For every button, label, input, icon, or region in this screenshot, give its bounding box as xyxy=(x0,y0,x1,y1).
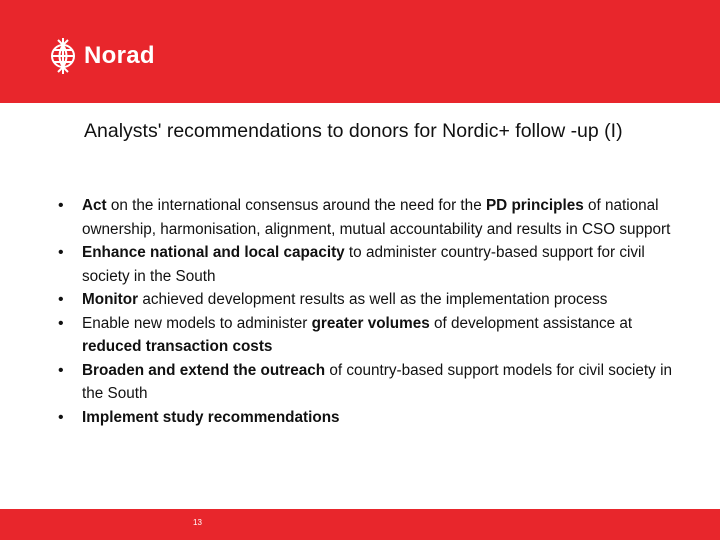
bullet-item xyxy=(58,406,678,430)
bullet-text: on the international consensus around the need for the xyxy=(106,197,486,214)
bullet-item xyxy=(58,241,678,288)
bullet-bold: Act xyxy=(82,197,107,214)
bullet-item xyxy=(58,194,678,241)
bullet-item xyxy=(58,288,678,312)
bullet-bold: Enhance national and local capacity xyxy=(82,244,345,261)
header-bar xyxy=(0,0,720,103)
page-number: 13 xyxy=(193,518,202,527)
bullet-list xyxy=(58,194,678,429)
norad-logo xyxy=(50,34,155,78)
bullet-text: of national ownership, harmonisation, alignment, mutual accountability and results in CSO support xyxy=(82,197,671,238)
bullet-bold: PD principles xyxy=(485,197,584,214)
bullet-bold: reduced transaction costs xyxy=(82,338,273,355)
logo-wordmark: Norad xyxy=(84,42,155,69)
slide-title: Analysts' recommendations to donors for Nordic+ follow -up (I) xyxy=(84,120,623,142)
bullet-text: to administer country-based support for civil society in the South xyxy=(82,244,645,285)
bullet-item xyxy=(58,359,678,406)
bullet-text: Enable new models to administer xyxy=(82,314,312,332)
bullet-item xyxy=(58,312,678,359)
footer-bar xyxy=(0,509,720,540)
globe-mark-icon xyxy=(50,36,76,76)
bullet-text: of development assistance at xyxy=(429,314,633,332)
bullet-bold: Implement study recommendations xyxy=(82,408,340,426)
bullet-bold: Broaden and extend the outreach xyxy=(82,361,326,379)
bullet-bold: greater volumes xyxy=(311,314,430,332)
bullet-text: of country-based support models for civil society in the South xyxy=(82,361,672,402)
bullet-bold: Monitor xyxy=(82,291,139,308)
bullet-text: achieved development results as well as the implementation process xyxy=(138,291,608,308)
